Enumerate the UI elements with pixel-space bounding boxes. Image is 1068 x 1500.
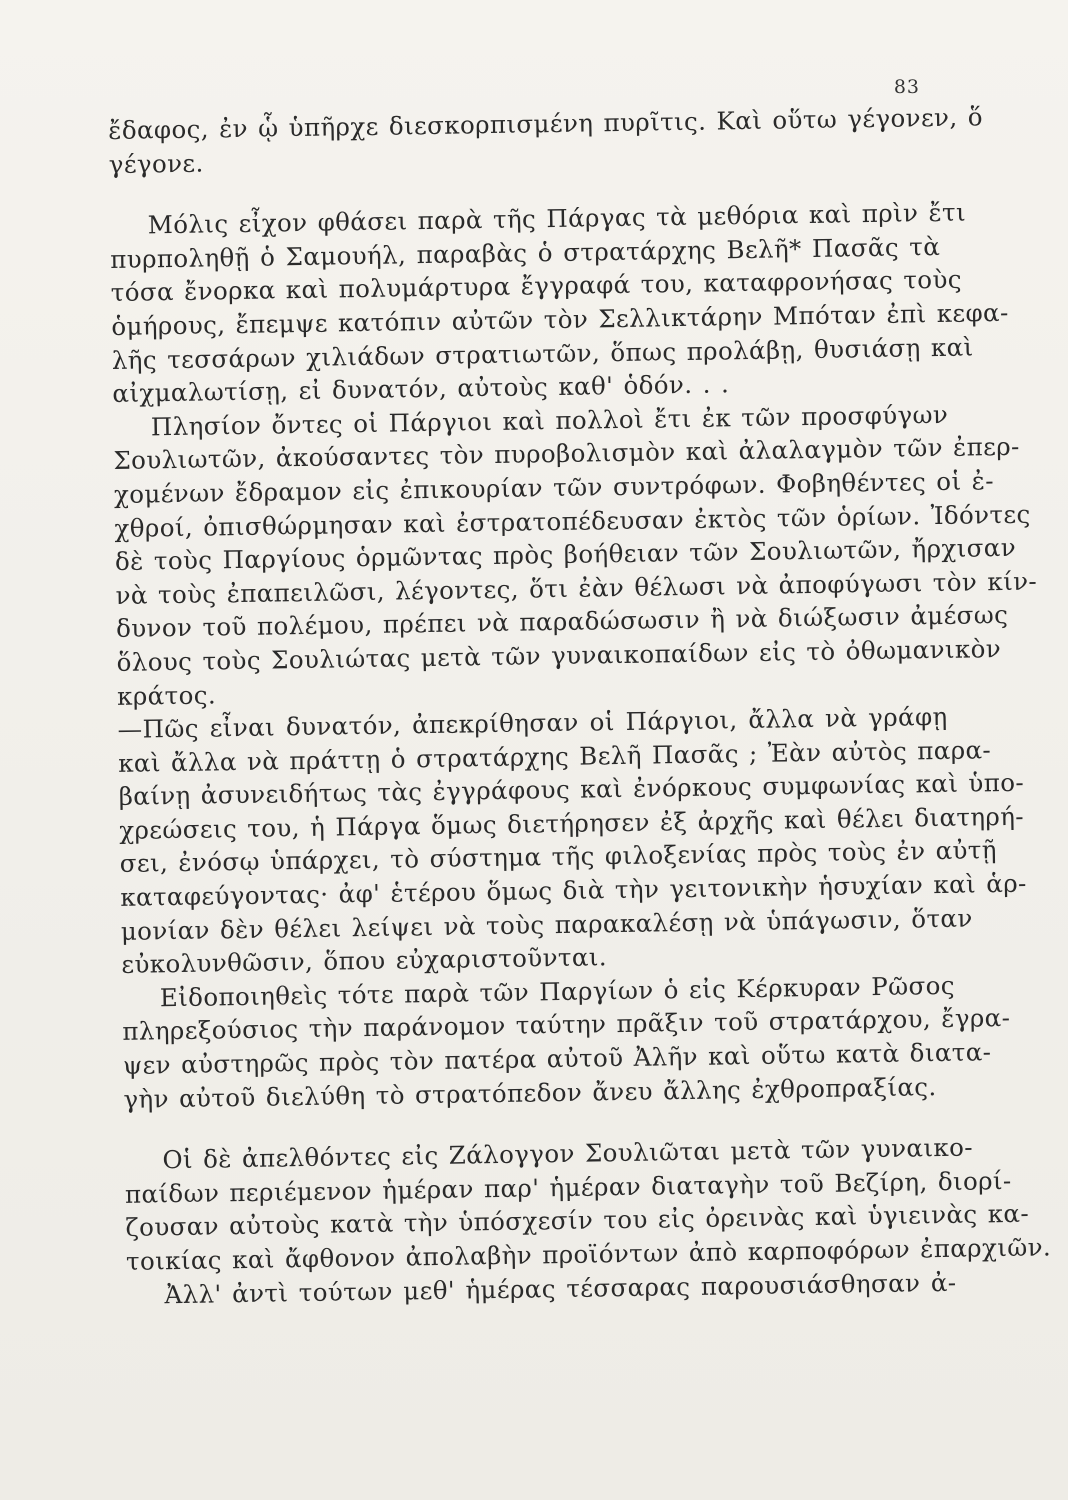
text-line: ψεν αὐστηρῶς πρὸς τὸν πατέρα αὐτοῦ Ἀλῆν καὶ οὕτω κατὰ διατα- [122, 1037, 992, 1080]
text-line: Σουλιωτῶν, ἀκούσαντες τὸν πυροβολισμὸν καὶ ἀλαλαγμὸν τῶν ἐπερ- [113, 432, 1020, 476]
text-line: τοικίας καὶ ἄφθονον ἀπολαβὴν προϊόντων ἀπὸ καρποφόρων ἐπαρχιῶν. [125, 1232, 1052, 1276]
text-line: χθροί, ὀπισθώρμησαν καὶ ἐστρατοπέδευσαν ἐκτὸς τῶν ὁρίων. Ἰδόντες [114, 499, 1031, 543]
text-line: αἰχμαλωτίσῃ, εἰ δυνατόν, αὐτοὺς καθ' ὁδόν. . . [112, 369, 730, 409]
text-line: δὲ τοὺς Παργίους ὁρμῶντας πρὸς βοήθειαν τῶν Σουλιωτῶν, ἤρχισαν [114, 532, 1017, 577]
text-line: τόσα ἔνορκα καὶ πολυμάρτυρα ἔγγραφά του, καταφρονήσας τοὺς [110, 264, 963, 308]
text-line: πυρποληθῇ ὁ Σαμουήλ, παραβὰς ὁ στρατάρχης Βελῆ* Πασᾶς τὰ [110, 231, 941, 274]
text-line: πληρεξούσιος τὴν παράνομον ταύτην πρᾶξιν τοῦ στρατάρχου, ἔγρα- [122, 1003, 1011, 1047]
text-line: γέγονε. [108, 148, 204, 179]
text-line: νὰ τοὺς ἐπαπειλῶσι, λέγοντες, ὅτι ἐὰν θέλωσι νὰ ἀποφύγωσι τὸν κίν- [115, 566, 1038, 610]
text-line: Μόλις εἶχον φθάσει παρὰ τῆς Πάργας τὰ μεθόρια καὶ πρὶν ἔτι [147, 197, 967, 240]
text-line: χομένων ἔδραμον εἰς ἐπικουρίαν τῶν συντρόφων. Φοβηθέντες οἱ ἐ- [113, 466, 995, 509]
text-line: λῆς τεσσάρων χιλιάδων στρατιωτῶν, ὅπως προλάβῃ, θυσιάσῃ καὶ [111, 331, 974, 375]
text-line: χρεώσεις του, ἡ Πάργα ὅμως διετήρησεν ἐξ ἀρχῆς καὶ θέλει διατηρή- [119, 801, 1025, 845]
text-line: Πλησίον ὄντες οἱ Πάργιοι καὶ πολλοὶ ἔτι ἐκ τῶν προσφύγων [150, 399, 949, 442]
paragraph [113, 398, 1038, 713]
text-line: καὶ ἄλλα νὰ πράττῃ ὁ στρατάρχης Βελῆ Πασᾶς ; Ἐὰν αὐτὸς παρα- [117, 734, 992, 778]
text-line: δυνον τοῦ πολέμου, πρέπει νὰ παραδώσωσιν ἢ νὰ διώξωσιν ἀμέσως [115, 600, 1009, 644]
text-line: Ἀλλ' ἀντὶ τούτων μεθ' ἡμέρας τέσσαρας παρουσιάσθησαν ἀ- [164, 1267, 957, 1309]
page-number: 83 [893, 76, 920, 98]
text-line: ὅλους τοὺς Σουλιώτας μετὰ τῶν γυναικοπαίδων εἰς τὸ ὀθωμανικὸν [116, 633, 1002, 677]
text-line: —Πῶς εἶναι δυνατόν, ἀπεκρίθησαν οἱ Πάργιοι, ἄλλα νὰ γράφῃ [117, 701, 948, 745]
text-line: ἔδαφος, ἐν ᾧ ὑπῆρχε διεσκορπισμένη πυρῖτις. Καὶ οὕτω γέγονεν, ὅ [108, 102, 984, 145]
paragraph [109, 196, 1009, 411]
text-line: μονίαν δὲν θέλει λείψει νὰ τοὺς παρακαλέσῃ νὰ ὑπάγωσιν, ὅταν [120, 903, 973, 946]
text-line: καταφεύγοντας· ἀφ' ἑτέρου ὅμως διὰ τὴν γειτονικὴν ἡσυχίαν καὶ ἁρ- [120, 868, 1027, 912]
text-line: παίδων περιέμενον ἡμέραν παρ' ἡμέραν διαταγὴν τοῦ Βεζίρη, διορί- [124, 1165, 1012, 1209]
text-line: ὁμήρους, ἔπεμψε κατόπιν αὐτῶν τὸν Σελλικτάρην Μπόταν ἐπὶ κεφα- [111, 297, 1009, 341]
text-line: γὴν αὐτοῦ διελύθη τὸ στρατόπεδον ἄνευ ἄλλης ἐχθροπραξίας. [123, 1071, 937, 1114]
text-line: σει, ἐνόσῳ ὑπάρχει, τὸ σύστημα τῆς φιλοξενίας πρὸς τοὺς ἐν αὐτῇ [119, 835, 998, 879]
paragraph-dialogue [117, 700, 1027, 982]
paragraph [124, 1131, 1052, 1278]
body-text [108, 101, 1052, 1312]
text-line: βαίνῃ ἀσυνειδήτως τὰς ἐγγράφους καὶ ἐνόρκους συμφωνίας καὶ ὑπο- [118, 767, 1025, 812]
text-line: Εἰδοποιηθεὶς τότε παρὰ τῶν Παργίων ὁ εἰς Κέρκυραν Ρῶσος [159, 970, 956, 1013]
text-line: κράτος. [116, 679, 217, 711]
text-line: ζουσαν αὐτοὺς κατὰ τὴν ὑπόσχεσίν του εἰς ὀρεινὰς καὶ ὑγιεινὰς κα- [125, 1199, 1030, 1243]
paragraph [122, 969, 1011, 1116]
text-line: Οἱ δὲ ἀπελθόντες εἰς Ζάλογγον Σουλιῶται μετὰ τῶν γυναικο- [162, 1132, 974, 1175]
text-line: εὐκολυνθῶσιν, ὅπου εὐχαριστοῦνται. [121, 942, 608, 980]
